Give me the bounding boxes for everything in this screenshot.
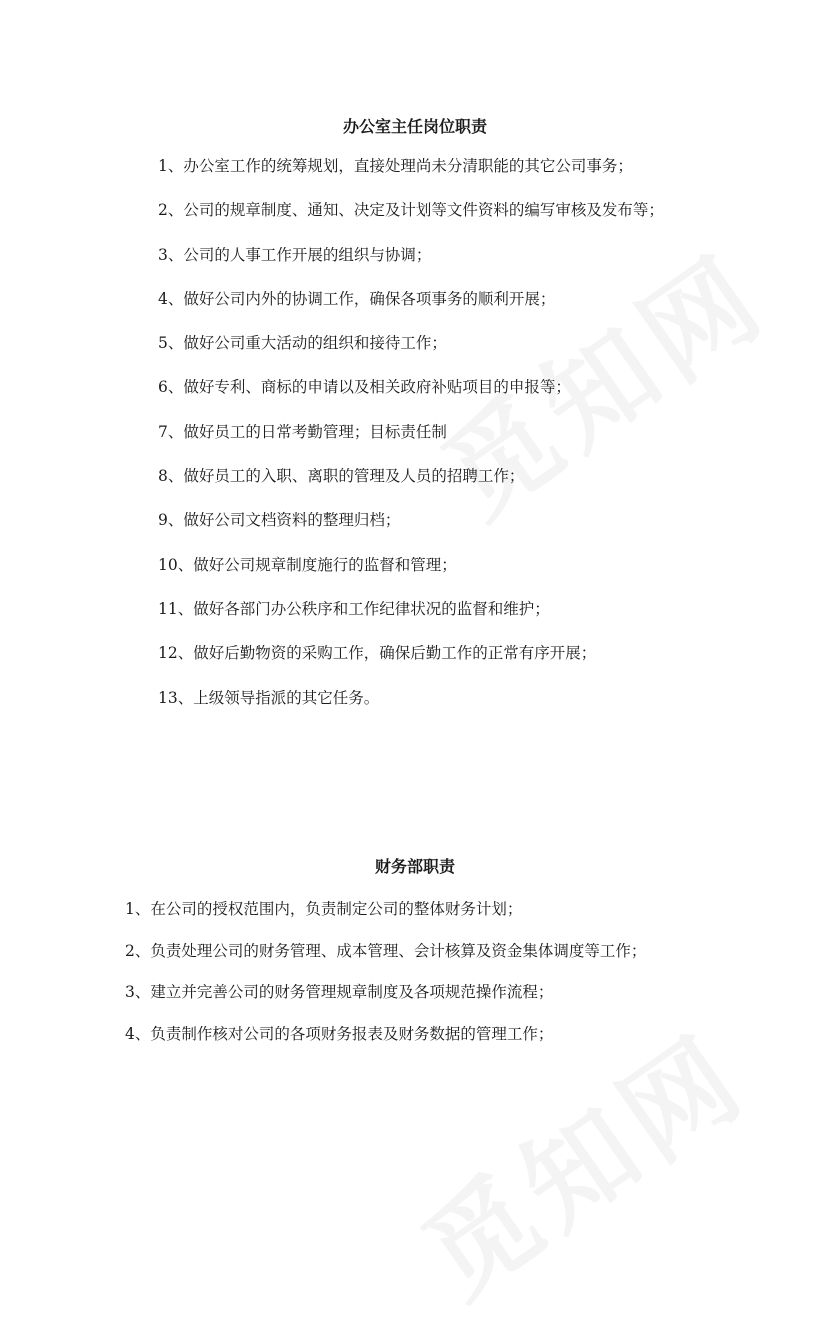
office-director-duties-list	[158, 154, 664, 730]
list-item: 4、做好公司内外的协调工作，确保各项事务的顺利开展；	[158, 289, 556, 308]
list-item: 4、负责制作核对公司的各项财务报表及财务数据的管理工作；	[125, 1024, 554, 1043]
list-item: 3、公司的人事工作开展的组织与协调；	[158, 245, 432, 264]
list-item: 2、公司的规章制度、通知、决定及计划等文件资料的编写审核及发布等；	[158, 201, 664, 220]
section-title-office-director: 办公室主任岗位职责	[342, 117, 487, 136]
list-item: 13、上级领导指派的其它任务。	[158, 688, 380, 707]
list-item: 6、做好专利、商标的申请以及相关政府补贴项目的申报等；	[158, 378, 571, 397]
list-item: 5、做好公司重大活动的组织和接待工作；	[158, 334, 447, 353]
list-item: 10、做好公司规章制度施行的监督和管理；	[158, 555, 457, 574]
list-item: 1、办公室工作的统筹规划，直接处理尚未分清职能的其它公司事务；	[158, 157, 633, 175]
finance-duties-list	[125, 897, 646, 1063]
list-item: 9、做好公司文档资料的整理归档；	[158, 511, 401, 530]
list-item: 12、做好后勤物资的采购工作，确保后勤工作的正常有序开展；	[158, 644, 597, 663]
list-item: 7、做好员工的日常考勤管理；目标责任制	[158, 422, 447, 441]
list-item: 2、负责处理公司的财务管理、成本管理、会计核算及资金集体调度等工作；	[125, 941, 647, 960]
list-item: 3、建立并完善公司的财务管理规章制度及各项规范操作流程；	[125, 983, 554, 1001]
section-title-finance: 财务部职责	[374, 857, 455, 876]
list-item: 8、做好员工的入职、离职的管理及人员的招聘工作；	[158, 467, 525, 486]
list-item: 11、做好各部门办公秩序和工作纪律状况的监督和维护；	[158, 599, 550, 618]
list-item: 1、在公司的授权范围内，负责制定公司的整体财务计划；	[125, 900, 523, 918]
